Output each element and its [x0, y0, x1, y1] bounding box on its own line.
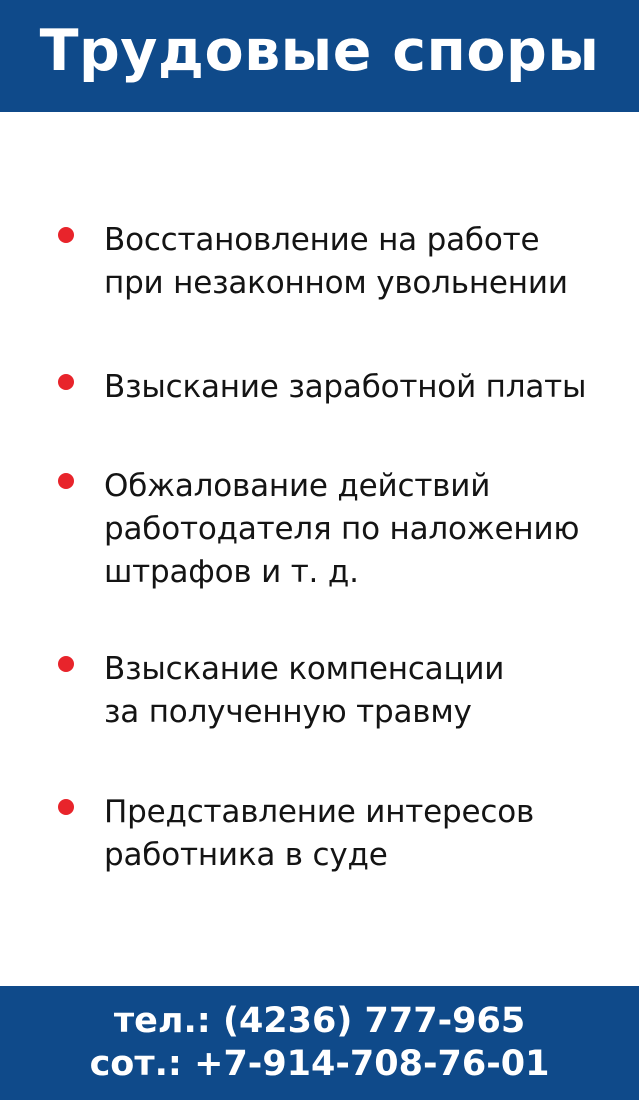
bullet-icon [58, 799, 74, 815]
page-title: Трудовые споры [39, 18, 600, 84]
service-text: Представление интересов работника в суде [104, 794, 535, 873]
title-banner [0, 0, 639, 112]
service-text: Взыскание заработной платы [104, 369, 587, 405]
phone-number: тел.: (4236) 777-965 [113, 1001, 526, 1041]
service-text: Взыскание компенсации за полученную травму [104, 651, 505, 730]
service-text: Восстановление на работе при незаконном увольнении [104, 222, 568, 301]
bullet-icon [58, 374, 74, 390]
bullet-icon [58, 473, 74, 489]
service-text: Обжалование действий работодателя по наложению штрафов и т. д. [104, 468, 580, 590]
bullet-icon [58, 656, 74, 672]
mobile-number: сот.: +7-914-708-76-01 [89, 1044, 550, 1084]
bullet-icon [58, 227, 74, 243]
contact-banner [0, 986, 639, 1100]
